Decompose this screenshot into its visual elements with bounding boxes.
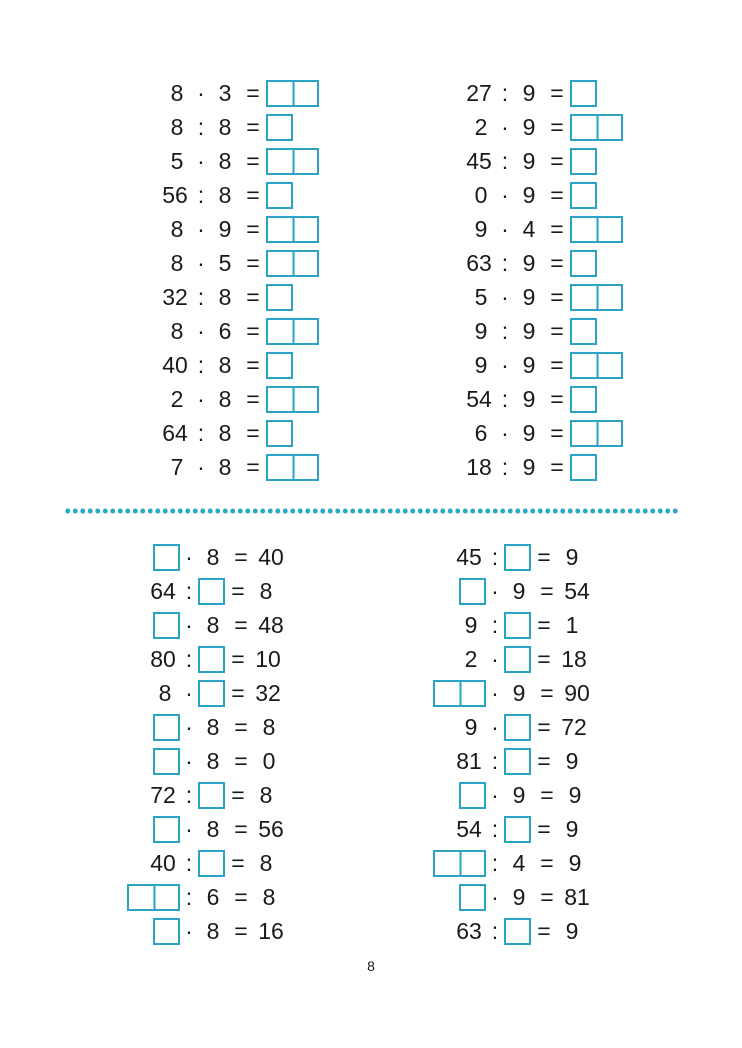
- result: 9: [565, 748, 579, 774]
- operator: :: [491, 544, 499, 570]
- operand-a: 81: [456, 748, 482, 774]
- one-digit-answer-box[interactable]: [504, 816, 531, 843]
- equals-sign: =: [246, 318, 260, 344]
- operand-a: 0: [474, 182, 488, 208]
- operator: :: [185, 782, 193, 808]
- operator: ·: [185, 748, 193, 774]
- equation-row: [456, 712, 591, 742]
- operator: ·: [491, 578, 499, 604]
- equals-sign: =: [537, 748, 551, 774]
- operator: :: [501, 318, 509, 344]
- equals-sign: =: [550, 182, 564, 208]
- equals-sign: =: [550, 352, 564, 378]
- operand-a: 9: [474, 352, 488, 378]
- operator: :: [491, 612, 499, 638]
- operand-b: 4: [522, 216, 536, 242]
- operator: ·: [501, 284, 509, 310]
- operator: :: [491, 816, 499, 842]
- equals-sign: =: [540, 680, 554, 706]
- result: 9: [565, 918, 579, 944]
- equation-row: [162, 146, 319, 176]
- operand-a: 27: [466, 80, 492, 106]
- result: 90: [564, 680, 590, 706]
- equals-sign: =: [550, 216, 564, 242]
- one-digit-answer-box[interactable]: [153, 612, 180, 639]
- equals-sign: =: [234, 612, 248, 638]
- operand-a: 8: [170, 80, 184, 106]
- equals-sign: =: [550, 148, 564, 174]
- one-digit-answer-box[interactable]: [153, 544, 180, 571]
- operand-b: 8: [218, 454, 232, 480]
- operator: ·: [197, 148, 205, 174]
- equals-sign: =: [246, 114, 260, 140]
- operand-a: 45: [456, 544, 482, 570]
- operator: ·: [197, 216, 205, 242]
- equals-sign: =: [234, 816, 248, 842]
- two-digit-answer-box[interactable]: [127, 884, 180, 911]
- operator: ·: [197, 454, 205, 480]
- operator: ·: [197, 318, 205, 344]
- operand-a: 45: [466, 148, 492, 174]
- two-digit-answer-box[interactable]: [266, 148, 319, 175]
- operand-a: 64: [150, 578, 176, 604]
- equals-sign: =: [231, 680, 245, 706]
- equals-sign: =: [234, 918, 248, 944]
- equation-row: [162, 248, 319, 278]
- operand-b: 9: [522, 80, 536, 106]
- equals-sign: =: [246, 386, 260, 412]
- equation-row: [158, 418, 293, 448]
- page-number: 8: [367, 958, 375, 974]
- equals-sign: =: [540, 578, 554, 604]
- operand-b: 9: [522, 250, 536, 276]
- one-digit-answer-box[interactable]: [153, 918, 180, 945]
- operand-b: 9: [512, 782, 526, 808]
- operator: :: [491, 748, 499, 774]
- equation-row: [433, 678, 594, 708]
- one-digit-answer-box[interactable]: [570, 250, 597, 277]
- one-digit-answer-box[interactable]: [266, 284, 293, 311]
- equation-row: [150, 678, 285, 708]
- result: 9: [568, 850, 582, 876]
- equals-sign: =: [246, 454, 260, 480]
- equation-row: [158, 350, 293, 380]
- one-digit-answer-box[interactable]: [266, 182, 293, 209]
- operand-a: 2: [474, 114, 488, 140]
- one-digit-answer-box[interactable]: [198, 578, 225, 605]
- equals-sign: =: [231, 578, 245, 604]
- operator: ·: [491, 680, 499, 706]
- equation-row: [459, 576, 594, 606]
- one-digit-answer-box[interactable]: [570, 182, 597, 209]
- operand-b: 8: [218, 386, 232, 412]
- equals-sign: =: [231, 782, 245, 808]
- operand-a: 8: [158, 680, 172, 706]
- equals-sign: =: [246, 250, 260, 276]
- equation-row: [158, 282, 293, 312]
- operand-a: 8: [170, 114, 184, 140]
- equals-sign: =: [231, 646, 245, 672]
- operand-a: 80: [150, 646, 176, 672]
- equals-sign: =: [540, 850, 554, 876]
- equation-row: [462, 452, 597, 482]
- two-digit-answer-box[interactable]: [266, 386, 319, 413]
- one-digit-answer-box[interactable]: [198, 850, 225, 877]
- one-digit-answer-box[interactable]: [266, 420, 293, 447]
- equals-sign: =: [550, 284, 564, 310]
- operator: ·: [501, 352, 509, 378]
- operand-a: 7: [170, 454, 184, 480]
- operand-b: 8: [206, 918, 220, 944]
- one-digit-answer-box[interactable]: [198, 782, 225, 809]
- equals-sign: =: [550, 318, 564, 344]
- operator: ·: [501, 114, 509, 140]
- one-digit-answer-box[interactable]: [504, 918, 531, 945]
- operand-b: 5: [218, 250, 232, 276]
- operator: :: [197, 284, 205, 310]
- equation-row: [452, 916, 587, 946]
- equals-sign: =: [537, 918, 551, 944]
- operand-b: 6: [206, 884, 220, 910]
- one-digit-answer-box[interactable]: [504, 748, 531, 775]
- operand-a: 9: [474, 318, 488, 344]
- one-digit-answer-box[interactable]: [570, 318, 597, 345]
- equals-sign: =: [550, 250, 564, 276]
- equation-row: [452, 746, 587, 776]
- operand-b: 9: [522, 420, 536, 446]
- operand-a: 54: [466, 386, 492, 412]
- equals-sign: =: [540, 884, 554, 910]
- operand-a: 40: [150, 850, 176, 876]
- equation-row: [462, 384, 597, 414]
- equation-row: [459, 882, 594, 912]
- equals-sign: =: [537, 544, 551, 570]
- equation-row: [466, 214, 623, 244]
- operand-b: 8: [206, 748, 220, 774]
- operand-b: 9: [522, 386, 536, 412]
- operand-b: 8: [218, 284, 232, 310]
- operator: :: [197, 420, 205, 446]
- equation-row: [462, 146, 597, 176]
- operator: ·: [185, 544, 193, 570]
- equation-row: [153, 712, 284, 742]
- equation-row: [127, 882, 284, 912]
- operator: ·: [491, 714, 499, 740]
- result: 16: [258, 918, 284, 944]
- equals-sign: =: [246, 284, 260, 310]
- two-digit-answer-box[interactable]: [433, 680, 486, 707]
- operator: ·: [491, 782, 499, 808]
- equation-row: [433, 848, 590, 878]
- equation-row: [466, 316, 597, 346]
- operator: :: [185, 850, 193, 876]
- equation-row: [459, 780, 590, 810]
- operand-a: 72: [150, 782, 176, 808]
- result: 1: [565, 612, 579, 638]
- equation-row: [153, 814, 288, 844]
- equation-row: [162, 112, 293, 142]
- operand-a: 18: [466, 454, 492, 480]
- equals-sign: =: [540, 782, 554, 808]
- operand-b: 9: [512, 578, 526, 604]
- one-digit-answer-box[interactable]: [198, 646, 225, 673]
- result: 18: [561, 646, 587, 672]
- equals-sign: =: [246, 352, 260, 378]
- operand-a: 9: [474, 216, 488, 242]
- operator: ·: [491, 884, 499, 910]
- one-digit-answer-box[interactable]: [570, 386, 597, 413]
- two-digit-answer-box[interactable]: [570, 352, 623, 379]
- operand-b: 4: [512, 850, 526, 876]
- result: 8: [259, 578, 273, 604]
- result: 81: [564, 884, 590, 910]
- two-digit-answer-box[interactable]: [433, 850, 486, 877]
- one-digit-answer-box[interactable]: [570, 80, 597, 107]
- equation-row: [462, 248, 597, 278]
- operator: ·: [185, 918, 193, 944]
- result: 9: [565, 816, 579, 842]
- operand-a: 63: [456, 918, 482, 944]
- equals-sign: =: [550, 420, 564, 446]
- equals-sign: =: [234, 544, 248, 570]
- operator: ·: [501, 216, 509, 242]
- operator: :: [185, 578, 193, 604]
- result: 56: [258, 816, 284, 842]
- one-digit-answer-box[interactable]: [570, 454, 597, 481]
- equation-row: [162, 78, 319, 108]
- operand-b: 9: [522, 318, 536, 344]
- operand-b: 8: [206, 544, 220, 570]
- operator: :: [501, 80, 509, 106]
- equation-row: [158, 180, 293, 210]
- two-digit-answer-box[interactable]: [266, 80, 319, 107]
- equals-sign: =: [537, 714, 551, 740]
- equals-sign: =: [234, 884, 248, 910]
- operand-b: 8: [218, 420, 232, 446]
- equation-row: [153, 542, 288, 572]
- operator: ·: [197, 250, 205, 276]
- operand-a: 54: [456, 816, 482, 842]
- one-digit-answer-box[interactable]: [153, 714, 180, 741]
- equals-sign: =: [246, 420, 260, 446]
- one-digit-answer-box[interactable]: [504, 646, 531, 673]
- operator: ·: [491, 646, 499, 672]
- equals-sign: =: [550, 454, 564, 480]
- two-digit-answer-box[interactable]: [266, 318, 319, 345]
- one-digit-answer-box[interactable]: [504, 714, 531, 741]
- operand-b: 6: [218, 318, 232, 344]
- result: 54: [564, 578, 590, 604]
- equation-row: [452, 542, 587, 572]
- equals-sign: =: [246, 148, 260, 174]
- equation-row: [456, 644, 591, 674]
- operator: :: [501, 454, 509, 480]
- operand-b: 8: [218, 148, 232, 174]
- operator: ·: [185, 816, 193, 842]
- operator: ·: [501, 420, 509, 446]
- two-digit-answer-box[interactable]: [570, 420, 623, 447]
- result: 10: [255, 646, 281, 672]
- operand-a: 2: [464, 646, 478, 672]
- one-digit-answer-box[interactable]: [153, 748, 180, 775]
- equation-row: [466, 180, 597, 210]
- one-digit-answer-box[interactable]: [570, 148, 597, 175]
- two-digit-answer-box[interactable]: [570, 216, 623, 243]
- operand-a: 5: [170, 148, 184, 174]
- operand-a: 32: [162, 284, 188, 310]
- operator: :: [501, 386, 509, 412]
- equation-row: [153, 610, 288, 640]
- result: 0: [262, 748, 276, 774]
- operand-b: 8: [218, 352, 232, 378]
- equation-row: [456, 610, 587, 640]
- operand-a: 64: [162, 420, 188, 446]
- equals-sign: =: [231, 850, 245, 876]
- result: 40: [258, 544, 284, 570]
- equation-row: [146, 576, 281, 606]
- equation-row: [462, 78, 597, 108]
- two-digit-answer-box[interactable]: [570, 114, 623, 141]
- one-digit-answer-box[interactable]: [266, 114, 293, 141]
- equation-row: [466, 282, 623, 312]
- operand-a: 8: [170, 216, 184, 242]
- operator: :: [491, 850, 499, 876]
- equals-sign: =: [550, 386, 564, 412]
- operator: ·: [197, 80, 205, 106]
- result: 8: [262, 714, 276, 740]
- operand-a: 6: [474, 420, 488, 446]
- equals-sign: =: [234, 748, 248, 774]
- operand-b: 9: [522, 352, 536, 378]
- one-digit-answer-box[interactable]: [504, 612, 531, 639]
- one-digit-answer-box[interactable]: [459, 884, 486, 911]
- operand-b: 8: [206, 612, 220, 638]
- equals-sign: =: [537, 612, 551, 638]
- result: 8: [262, 884, 276, 910]
- one-digit-answer-box[interactable]: [198, 680, 225, 707]
- two-digit-answer-box[interactable]: [266, 454, 319, 481]
- operand-a: 8: [170, 250, 184, 276]
- operand-b: 9: [512, 884, 526, 910]
- operand-a: 8: [170, 318, 184, 344]
- equation-row: [153, 746, 284, 776]
- equation-row: [466, 418, 623, 448]
- operand-a: 9: [464, 714, 478, 740]
- operand-b: 8: [206, 714, 220, 740]
- equals-sign: =: [246, 216, 260, 242]
- result: 48: [258, 612, 284, 638]
- two-digit-answer-box[interactable]: [266, 250, 319, 277]
- equation-row: [452, 814, 587, 844]
- operand-b: 9: [522, 148, 536, 174]
- equation-row: [466, 112, 623, 142]
- operand-b: 8: [218, 182, 232, 208]
- equals-sign: =: [246, 80, 260, 106]
- operand-b: 9: [522, 284, 536, 310]
- equation-row: [146, 780, 281, 810]
- operator: :: [501, 148, 509, 174]
- result: 9: [565, 544, 579, 570]
- operand-b: 3: [218, 80, 232, 106]
- result: 8: [259, 850, 273, 876]
- equals-sign: =: [537, 646, 551, 672]
- operator: :: [197, 352, 205, 378]
- operator: :: [197, 114, 205, 140]
- operand-b: 9: [522, 114, 536, 140]
- operator: :: [501, 250, 509, 276]
- equation-row: [153, 916, 288, 946]
- operand-b: 9: [522, 454, 536, 480]
- operand-b: 9: [522, 182, 536, 208]
- operand-a: 40: [162, 352, 188, 378]
- equation-row: [162, 316, 319, 346]
- operand-a: 56: [162, 182, 188, 208]
- dotted-divider: [64, 508, 678, 514]
- result: 8: [259, 782, 273, 808]
- operand-a: 9: [464, 612, 478, 638]
- operator: ·: [185, 612, 193, 638]
- one-digit-answer-box[interactable]: [459, 782, 486, 809]
- one-digit-answer-box[interactable]: [459, 578, 486, 605]
- operand-b: 9: [512, 680, 526, 706]
- operator: ·: [197, 386, 205, 412]
- equals-sign: =: [246, 182, 260, 208]
- equals-sign: =: [550, 80, 564, 106]
- two-digit-answer-box[interactable]: [266, 216, 319, 243]
- one-digit-answer-box[interactable]: [266, 352, 293, 379]
- equation-row: [162, 384, 319, 414]
- operand-a: 2: [170, 386, 184, 412]
- operator: ·: [185, 714, 193, 740]
- equation-row: [146, 644, 285, 674]
- operand-b: 8: [206, 816, 220, 842]
- operand-a: 5: [474, 284, 488, 310]
- result: 32: [255, 680, 281, 706]
- two-digit-answer-box[interactable]: [570, 284, 623, 311]
- operand-b: 8: [218, 114, 232, 140]
- one-digit-answer-box[interactable]: [153, 816, 180, 843]
- operator: ·: [185, 680, 193, 706]
- operator: :: [197, 182, 205, 208]
- equation-row: [162, 452, 319, 482]
- equals-sign: =: [234, 714, 248, 740]
- operand-a: 63: [466, 250, 492, 276]
- result: 9: [568, 782, 582, 808]
- equals-sign: =: [550, 114, 564, 140]
- operator: :: [491, 918, 499, 944]
- equation-row: [146, 848, 281, 878]
- equals-sign: =: [537, 816, 551, 842]
- operator: :: [185, 646, 193, 672]
- operand-b: 9: [218, 216, 232, 242]
- operator: ·: [501, 182, 509, 208]
- result: 72: [561, 714, 587, 740]
- equation-row: [466, 350, 623, 380]
- operator: :: [185, 884, 193, 910]
- one-digit-answer-box[interactable]: [504, 544, 531, 571]
- equation-row: [162, 214, 319, 244]
